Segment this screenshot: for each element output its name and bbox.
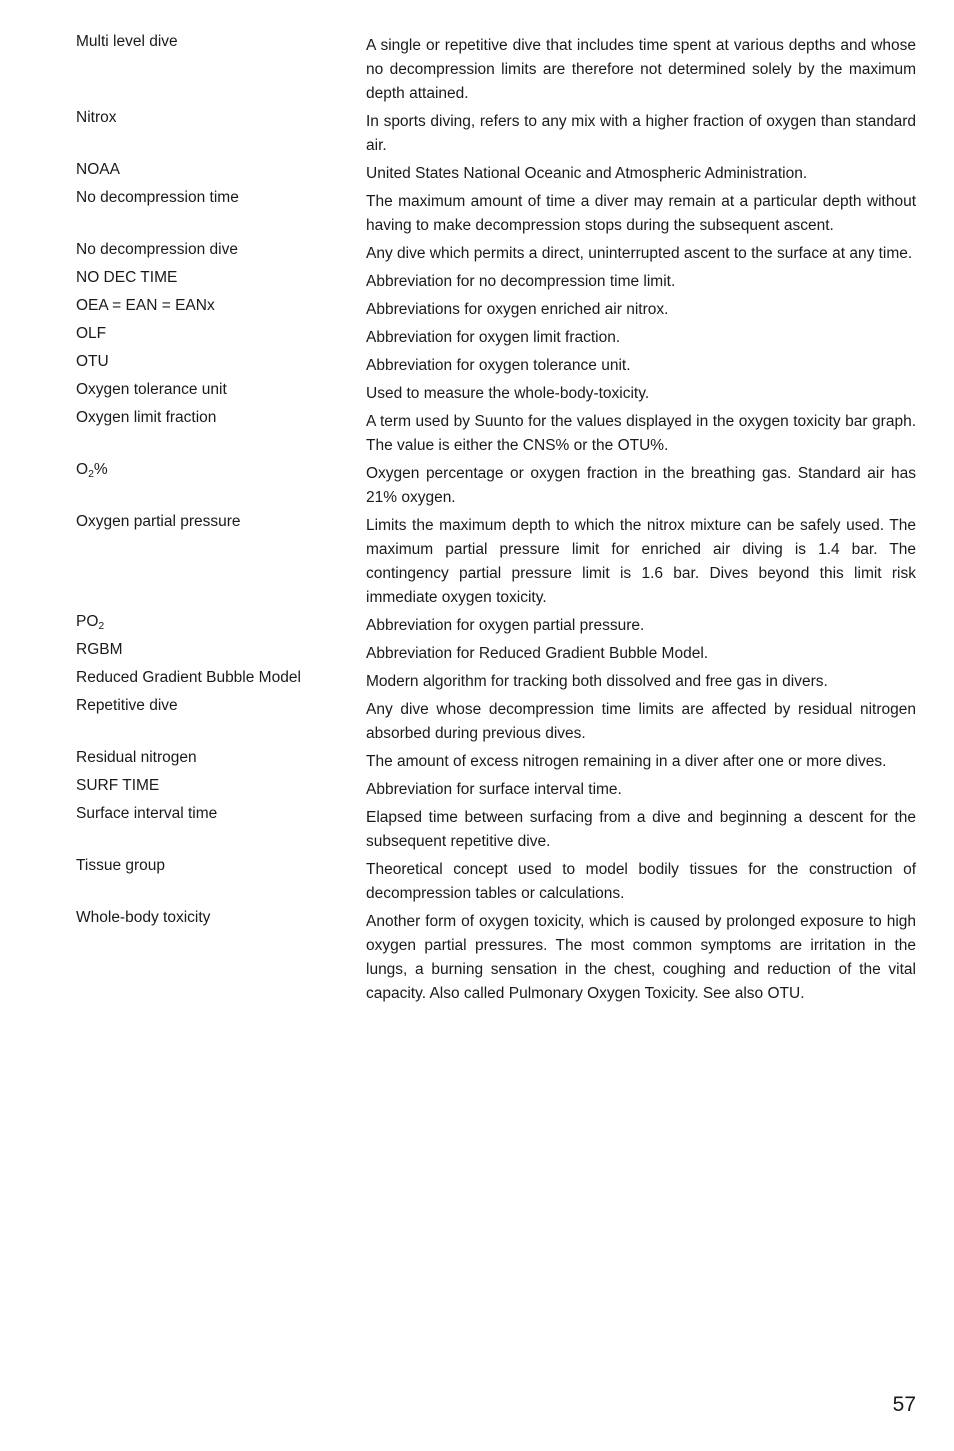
glossary-entry — [76, 642, 916, 666]
glossary-term: Oxygen limit fraction — [76, 409, 217, 426]
glossary-entry — [76, 514, 916, 610]
glossary-definition: Elapsed time between surfacing from a dive and beginning a descent for the subsequent repetitive dive. — [366, 809, 916, 850]
glossary-term: RGBM — [76, 641, 123, 658]
glossary-definition: Abbreviation for oxygen partial pressure. — [366, 617, 645, 634]
term-subscript: 2 — [98, 620, 105, 632]
glossary-definition: In sports diving, refers to any mix with a higher fraction of oxygen than standard air. — [366, 113, 916, 154]
glossary-entry — [76, 750, 916, 774]
glossary-term: Whole-body toxicity — [76, 909, 211, 926]
term-base: PO — [76, 613, 99, 630]
glossary-entry — [76, 190, 916, 238]
glossary-term — [76, 610, 366, 634]
glossary-definition: The amount of excess nitrogen remaining in a diver after one or more dives. — [366, 753, 887, 770]
glossary-definition: Modern algorithm for tracking both dissolved and free gas in divers. — [366, 673, 828, 690]
glossary-definition: Used to measure the whole-body-toxicity. — [366, 385, 650, 402]
glossary-definition: Abbreviations for oxygen enriched air nitrox. — [366, 301, 669, 318]
glossary-entry — [76, 110, 916, 158]
glossary-term: Reduced Gradient Bubble Model — [76, 669, 301, 686]
glossary-term: No decompression dive — [76, 241, 238, 258]
glossary-definition: United States National Oceanic and Atmospheric Administration. — [366, 165, 808, 182]
glossary-definition: Abbreviation for oxygen limit fraction. — [366, 329, 621, 346]
glossary-term: Nitrox — [76, 109, 117, 126]
glossary-entry — [76, 698, 916, 746]
glossary-term: NOAA — [76, 161, 120, 178]
term-subscript: 2 — [88, 468, 94, 480]
glossary-definition: Abbreviation for surface interval time. — [366, 781, 622, 798]
glossary-entry — [76, 614, 916, 638]
glossary-term: Tissue group — [76, 857, 166, 874]
glossary-term: OTU — [76, 353, 109, 370]
glossary-term: Multi level dive — [76, 33, 178, 50]
glossary-term: Oxygen tolerance unit — [76, 381, 227, 398]
glossary-term: No decompression time — [76, 189, 239, 206]
glossary-term: Surface interval time — [76, 805, 218, 822]
glossary-entry — [76, 910, 916, 1006]
glossary-term: OLF — [76, 325, 107, 342]
glossary-entry — [76, 670, 916, 694]
glossary-entry — [76, 806, 916, 854]
glossary-definition: Abbreviation for oxygen tolerance unit. — [366, 357, 631, 374]
term-base: O — [76, 461, 89, 478]
glossary-entry — [76, 462, 916, 510]
glossary-term: OEA = EAN = EANx — [76, 297, 215, 314]
glossary-term: Repetitive dive — [76, 697, 178, 714]
glossary-definition: A single or repetitive dive that includes time spent at various depths and whose no decompression limits are therefore not determined solely by the maximum depth attained. — [366, 37, 916, 102]
term-suffix: % — [93, 461, 108, 478]
glossary-definition: The maximum amount of time a diver may remain at a particular depth without having to make decompression stops during the subsequent ascent. — [366, 193, 916, 234]
glossary-entry — [76, 382, 916, 406]
page-number: 57 — [892, 1393, 916, 1416]
glossary-entry — [76, 34, 916, 106]
glossary-term: Residual nitrogen — [76, 749, 197, 766]
glossary-definition: Theoretical concept used to model bodily tissues for the construction of decompression tables or calculations. — [366, 861, 916, 902]
glossary-entry — [76, 326, 916, 350]
glossary-entry — [76, 778, 916, 802]
glossary-definition: Oxygen percentage or oxygen fraction in the breathing gas. Standard air has 21% oxygen. — [366, 465, 916, 506]
glossary-entry — [76, 858, 916, 906]
glossary-entry — [76, 354, 916, 378]
glossary-list — [76, 34, 916, 1010]
glossary-term: SURF TIME — [76, 777, 160, 794]
glossary-term: NO DEC TIME — [76, 269, 178, 286]
glossary-definition: Limits the maximum depth to which the nitrox mixture can be safely used. The maximum partial pressure limit for enriched air diving is 1.4 bar. The contingency partial pressure limit is 1.6 bar. Dives beyond this limit risk immediate oxygen toxicity. — [366, 517, 916, 606]
glossary-definition: Any dive whose decompression time limits are affected by residual nitrogen absorbed during previous dives. — [366, 701, 916, 742]
glossary-definition: A term used by Suunto for the values displayed in the oxygen toxicity bar graph. The value is either the CNS% or the OTU%. — [366, 413, 916, 454]
glossary-term: Oxygen partial pressure — [76, 513, 241, 530]
glossary-entry — [76, 410, 916, 458]
glossary-definition: Another form of oxygen toxicity, which is caused by prolonged exposure to high oxygen partial pressures. The most common symptoms are irritation in the lungs, a burning sensation in the chest, coughing and reduction of the vital capacity. Also called Pulmonary Oxygen Toxicity. See also OTU. — [366, 913, 916, 1002]
glossary-definition: Abbreviation for no decompression time limit. — [366, 273, 676, 290]
glossary-definition: Abbreviation for Reduced Gradient Bubble Model. — [366, 645, 709, 662]
glossary-entry — [76, 242, 916, 266]
glossary-entry — [76, 162, 916, 186]
glossary-entry — [76, 270, 916, 294]
glossary-term — [76, 458, 366, 482]
glossary-entry — [76, 298, 916, 322]
glossary-definition: Any dive which permits a direct, uninterrupted ascent to the surface at any time. — [366, 245, 913, 262]
